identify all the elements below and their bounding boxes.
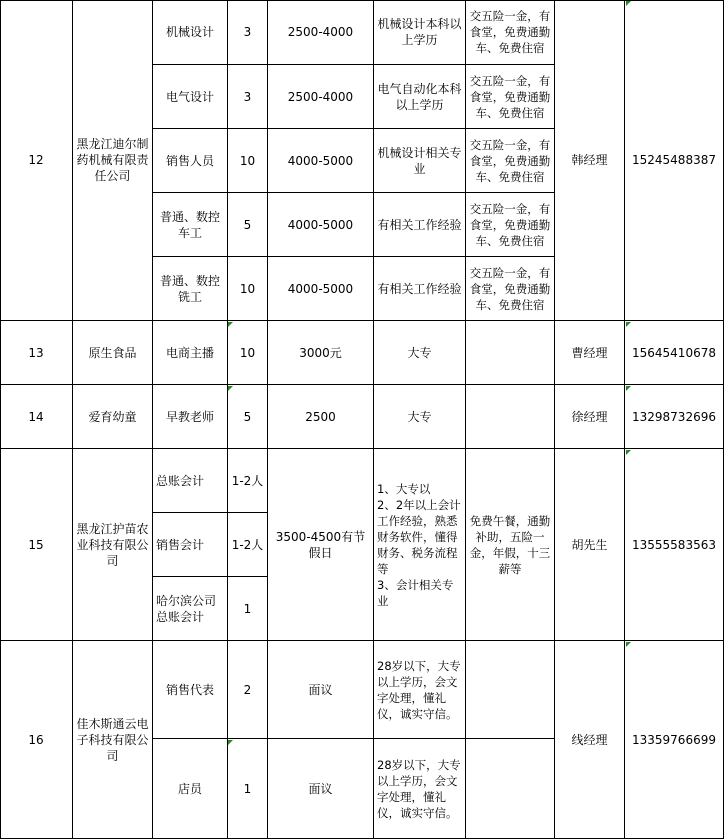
benefits: 交五险一金，有食堂，免费通勤车、免费住宿 — [466, 257, 555, 321]
contact-person: 线经理 — [555, 641, 625, 839]
requirement: 机械设计相关专业 — [374, 129, 466, 193]
contact-phone: 15245488387 — [625, 0, 724, 321]
position-title: 销售代表 — [153, 641, 228, 739]
contact-person: 韩经理 — [555, 0, 625, 321]
benefits: 交五险一金，有食堂，免费通勤车、免费住宿 — [466, 0, 555, 65]
benefits: 交五险一金，有食堂，免费通勤车、免费住宿 — [466, 129, 555, 193]
benefits: 免费午餐，通勤补助，五险一金，年假，十三薪等 — [466, 449, 555, 641]
headcount: 5 — [228, 385, 268, 449]
contact-phone: 13359766699 — [625, 641, 724, 839]
row-number: 15 — [0, 449, 73, 641]
row-number: 13 — [0, 321, 73, 385]
headcount: 1 — [228, 739, 268, 839]
requirement: 1、大专以 2、2年以上会计工作经验，熟悉财务软件，懂得财务、税务流程等 3、会计相关专业 — [374, 449, 466, 641]
salary: 2500 — [268, 385, 374, 449]
salary: 2500-4000 — [268, 65, 374, 129]
company-name: 佳木斯通云电子科技有限公司 — [73, 641, 153, 839]
benefits: 交五险一金，有食堂，免费通勤车、免费住宿 — [466, 65, 555, 129]
cell-marker-icon — [626, 450, 631, 455]
position-title: 机械设计 — [153, 0, 228, 65]
contact-phone: 13298732696 — [625, 385, 724, 449]
row-number: 16 — [0, 641, 73, 839]
headcount: 3 — [228, 0, 268, 65]
cell-marker-icon — [228, 386, 233, 391]
position-title: 销售人员 — [153, 129, 228, 193]
requirement: 28岁以下，大专以上学历，会文字处理，懂礼仪，诚实守信。 — [374, 739, 466, 839]
salary: 4000-5000 — [268, 193, 374, 257]
cell-marker-icon — [626, 322, 631, 327]
position-title: 电商主播 — [153, 321, 228, 385]
position-title: 普通、数控铣工 — [153, 257, 228, 321]
cell-marker-icon — [228, 740, 233, 745]
contact-phone: 13555583563 — [625, 449, 724, 641]
headcount: 5 — [228, 193, 268, 257]
cell-marker-icon — [626, 1, 631, 6]
benefits — [466, 641, 555, 739]
requirement: 电气自动化本科以上学历 — [374, 65, 466, 129]
company-name: 爱育幼童 — [73, 385, 153, 449]
cell-marker-icon — [626, 386, 631, 391]
contact-phone: 15645410678 — [625, 321, 724, 385]
headcount: 1-2人 — [228, 513, 268, 577]
salary: 面议 — [268, 641, 374, 739]
requirement: 有相关工作经验 — [374, 193, 466, 257]
salary: 面议 — [268, 739, 374, 839]
position-title: 电气设计 — [153, 65, 228, 129]
requirement: 28岁以下，大专以上学历，会文字处理，懂礼仪，诚实守信。 — [374, 641, 466, 739]
salary: 3000元 — [268, 321, 374, 385]
cell-marker-icon — [228, 322, 233, 327]
headcount: 2 — [228, 641, 268, 739]
salary: 4000-5000 — [268, 257, 374, 321]
headcount: 3 — [228, 65, 268, 129]
position-title: 哈尔滨公司总账会计 — [153, 577, 228, 641]
contact-person: 徐经理 — [555, 385, 625, 449]
salary: 3500-4500有节假日 — [268, 449, 374, 641]
salary: 4000-5000 — [268, 129, 374, 193]
requirement: 大专 — [374, 321, 466, 385]
position-title: 早教老师 — [153, 385, 228, 449]
contact-person: 胡先生 — [555, 449, 625, 641]
benefits — [466, 385, 555, 449]
requirement: 机械设计本科以上学历 — [374, 0, 466, 65]
requirement: 有相关工作经验 — [374, 257, 466, 321]
company-name: 黑龙江迪尔制药机械有限责任公司 — [73, 0, 153, 321]
position-title: 总账会计 — [153, 449, 228, 513]
row-number: 14 — [0, 385, 73, 449]
position-title: 销售会计 — [153, 513, 228, 577]
row-number: 12 — [0, 0, 73, 321]
position-title: 店员 — [153, 739, 228, 839]
benefits — [466, 739, 555, 839]
benefits: 交五险一金，有食堂，免费通勤车、免费住宿 — [466, 193, 555, 257]
requirement: 大专 — [374, 385, 466, 449]
company-name: 原生食品 — [73, 321, 153, 385]
headcount: 1 — [228, 577, 268, 641]
company-name: 黑龙江护苗农业科技有限公司 — [73, 449, 153, 641]
headcount: 10 — [228, 129, 268, 193]
headcount: 10 — [228, 321, 268, 385]
cell-marker-icon — [626, 642, 631, 647]
salary: 2500-4000 — [268, 0, 374, 65]
contact-person: 曹经理 — [555, 321, 625, 385]
headcount: 1-2人 — [228, 449, 268, 513]
benefits — [466, 321, 555, 385]
headcount: 10 — [228, 257, 268, 321]
position-title: 普通、数控车工 — [153, 193, 228, 257]
